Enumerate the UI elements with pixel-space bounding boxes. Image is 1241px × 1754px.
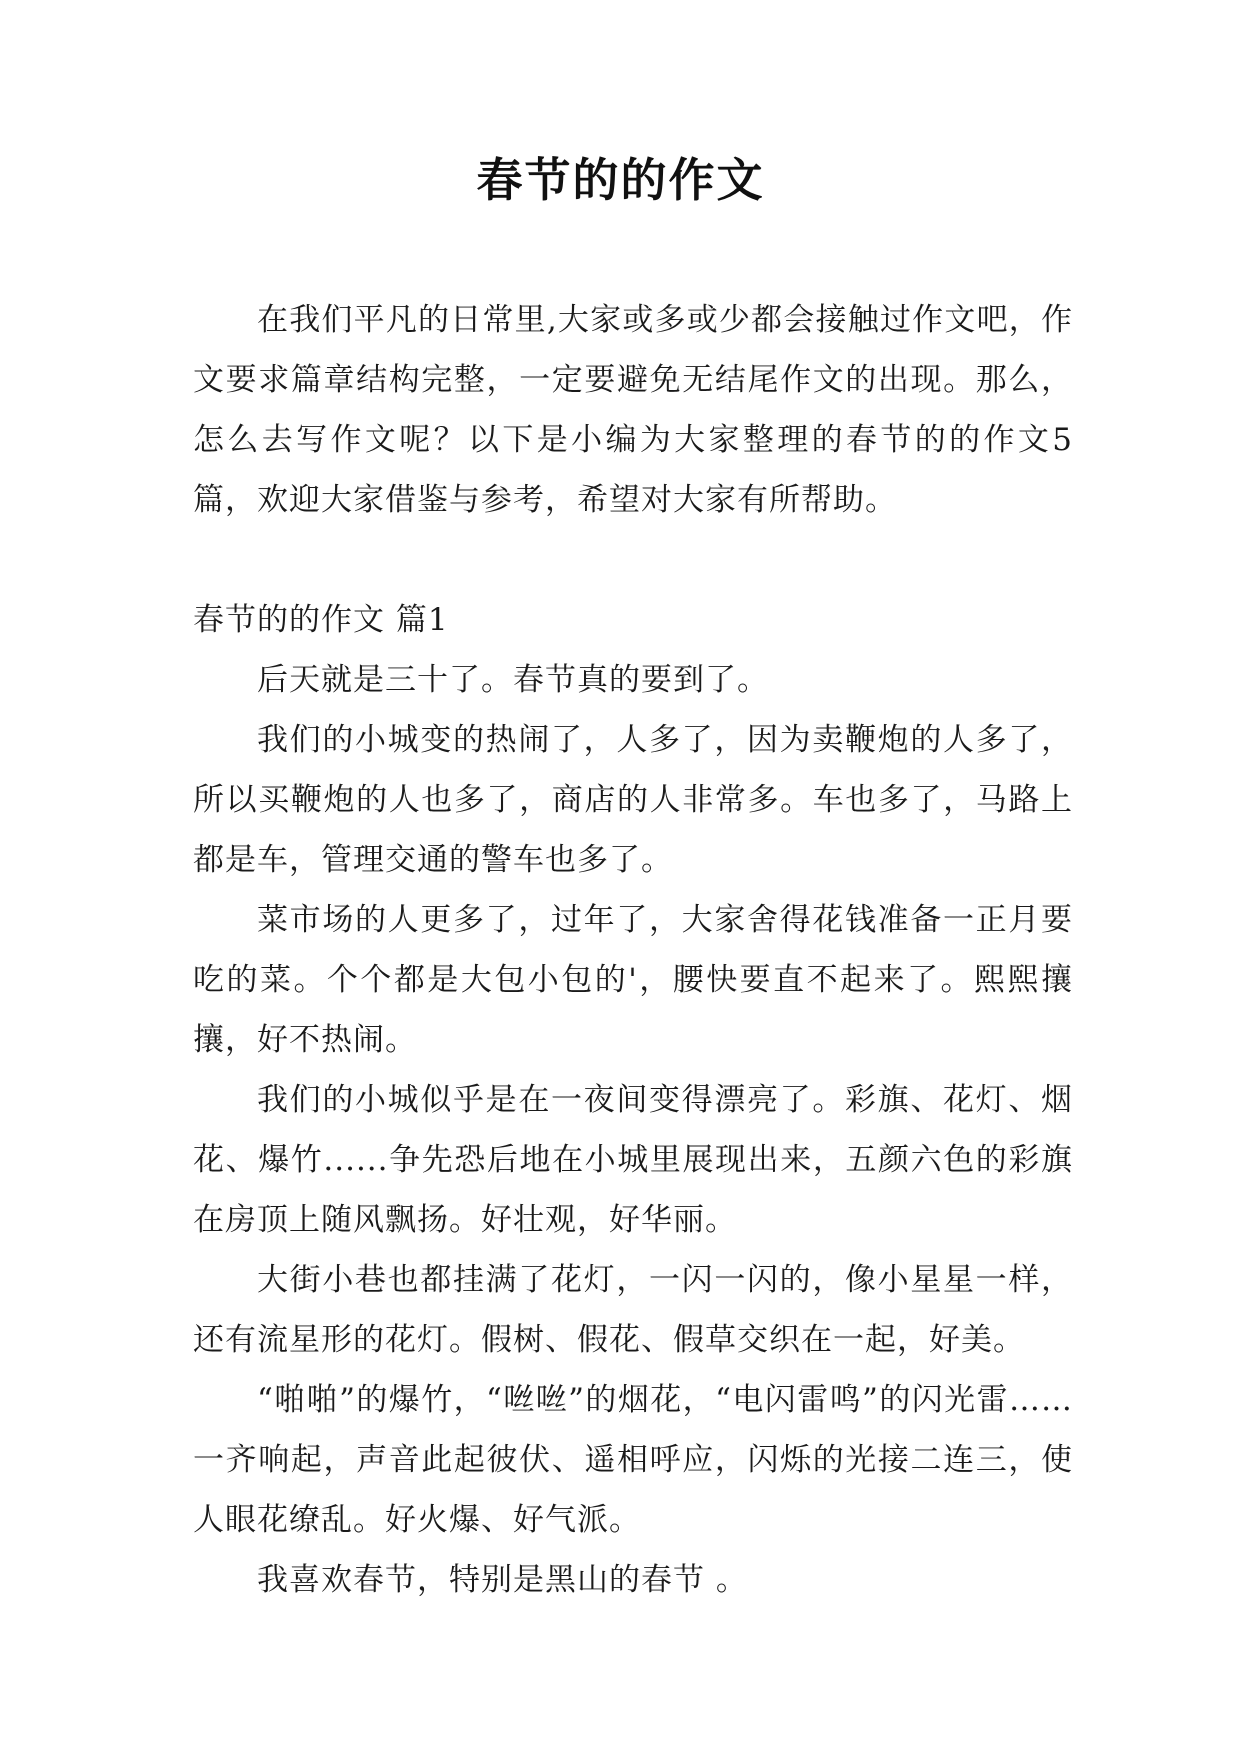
body-paragraph: 大街小巷也都挂满了花灯，一闪一闪的，像小星星一样，还有流星形的花灯。假树、假花、假草交织在一起，好美。 (193, 1262, 1073, 1358)
section-heading: 春节的的作文 篇1 (193, 602, 449, 638)
body-paragraph: 我们的小城似乎是在一夜间变得漂亮了。彩旗、花灯、烟花、爆竹......争先恐后地在小城里展现出来，五颜六色的彩旗在房顶上随风飘扬。好壮观，好华丽。 (193, 1082, 1073, 1238)
body-paragraph: 后天就是三十了。春节真的要到了。 (257, 662, 769, 698)
body-paragraph: 菜市场的人更多了，过年了，大家舍得花钱准备一正月要吃的菜。个个都是大包小包的'，腰快要直不起来了。熙熙攘攘，好不热闹。 (193, 902, 1073, 1058)
body-paragraph: 我喜欢春节，特别是黑山的春节 。 (257, 1562, 748, 1598)
body-paragraph: 我们的小城变的热闹了，人多了，因为卖鞭炮的人多了，所以买鞭炮的人也多了，商店的人非常多。车也多了，马路上都是车，管理交通的警车也多了。 (193, 722, 1073, 878)
document-body (193, 290, 1073, 1610)
body-paragraph: “啪啪”的爆竹，“咝咝”的烟花，“电闪雷鸣”的闪光雷……一齐响起，声音此起彼伏、遥相呼应，闪烁的光接二连三，使人眼花缭乱。好火爆、好气派。 (193, 1382, 1073, 1538)
document-title: 春节的的作文 (476, 153, 765, 207)
intro-paragraph: 在我们平凡的日常里,大家或多或少都会接触过作文吧，作文要求篇章结构完整，一定要避免无结尾作文的出现。那么，怎么去写作文呢？以下是小编为大家整理的春节的的作文5篇，欢迎大家借鉴与参考，希望对大家有所帮助。 (193, 302, 1073, 518)
